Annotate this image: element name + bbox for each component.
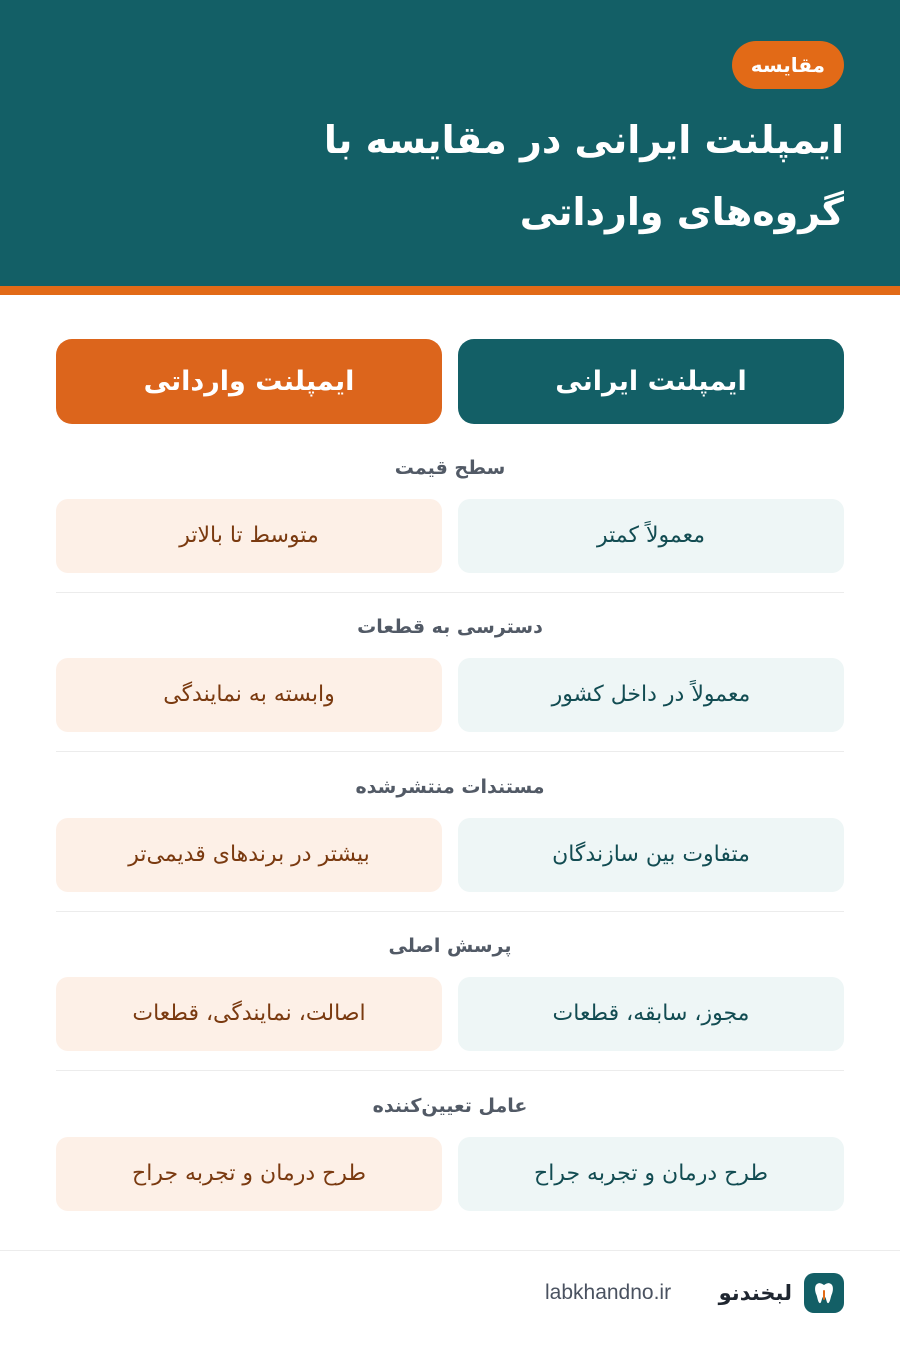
row-divider bbox=[56, 751, 844, 752]
row-label-parts-access: دسترسی به قطعات bbox=[357, 616, 543, 638]
row-divider bbox=[56, 1070, 844, 1071]
site-domain[interactable]: labkhandno.ir bbox=[545, 1281, 672, 1304]
row-label-main-question: پرسش اصلی bbox=[388, 935, 512, 957]
row-divider bbox=[56, 911, 844, 912]
cell-imported-parts-access: وابسته به نمایندگی bbox=[56, 658, 442, 732]
cell-iranian-main-question: مجوز، سابقه، قطعات bbox=[458, 977, 844, 1051]
cell-imported-price: متوسط تا بالاتر bbox=[56, 499, 442, 573]
page-title: ایمپلنت ایرانی در مقایسه با گروه‌های وارداتی bbox=[323, 118, 844, 234]
brand-name: لبخندنو bbox=[718, 1281, 792, 1305]
cell-iranian-parts-access: معمولاً در داخل کشور bbox=[458, 658, 844, 732]
row-label-deciding-factor: عامل تعیین‌کننده bbox=[372, 1095, 528, 1117]
column-header-iranian: ایمپلنت ایرانی bbox=[458, 339, 844, 424]
cell-iranian-deciding-factor: طرح درمان و تجربه جراح bbox=[458, 1137, 844, 1211]
cell-imported-deciding-factor: طرح درمان و تجربه جراح bbox=[56, 1137, 442, 1211]
header-accent-stripe bbox=[0, 286, 900, 295]
column-header-imported: ایمپلنت وارداتی bbox=[56, 339, 442, 424]
cell-imported-main-question: اصالت، نمایندگی، قطعات bbox=[56, 977, 442, 1051]
category-tag: مقایسه bbox=[732, 41, 844, 89]
cell-iranian-documentation: متفاوت بین سازندگان bbox=[458, 818, 844, 892]
cell-imported-documentation: بیشتر در برندهای قدیمی‌تر bbox=[56, 818, 442, 892]
tooth-icon bbox=[804, 1273, 844, 1313]
footer-divider bbox=[0, 1250, 900, 1251]
cell-iranian-price: معمولاً کمتر bbox=[458, 499, 844, 573]
row-divider bbox=[56, 592, 844, 593]
row-label-documentation: مستندات منتشرشده bbox=[355, 776, 545, 798]
row-label-price: سطح قیمت bbox=[394, 457, 506, 479]
